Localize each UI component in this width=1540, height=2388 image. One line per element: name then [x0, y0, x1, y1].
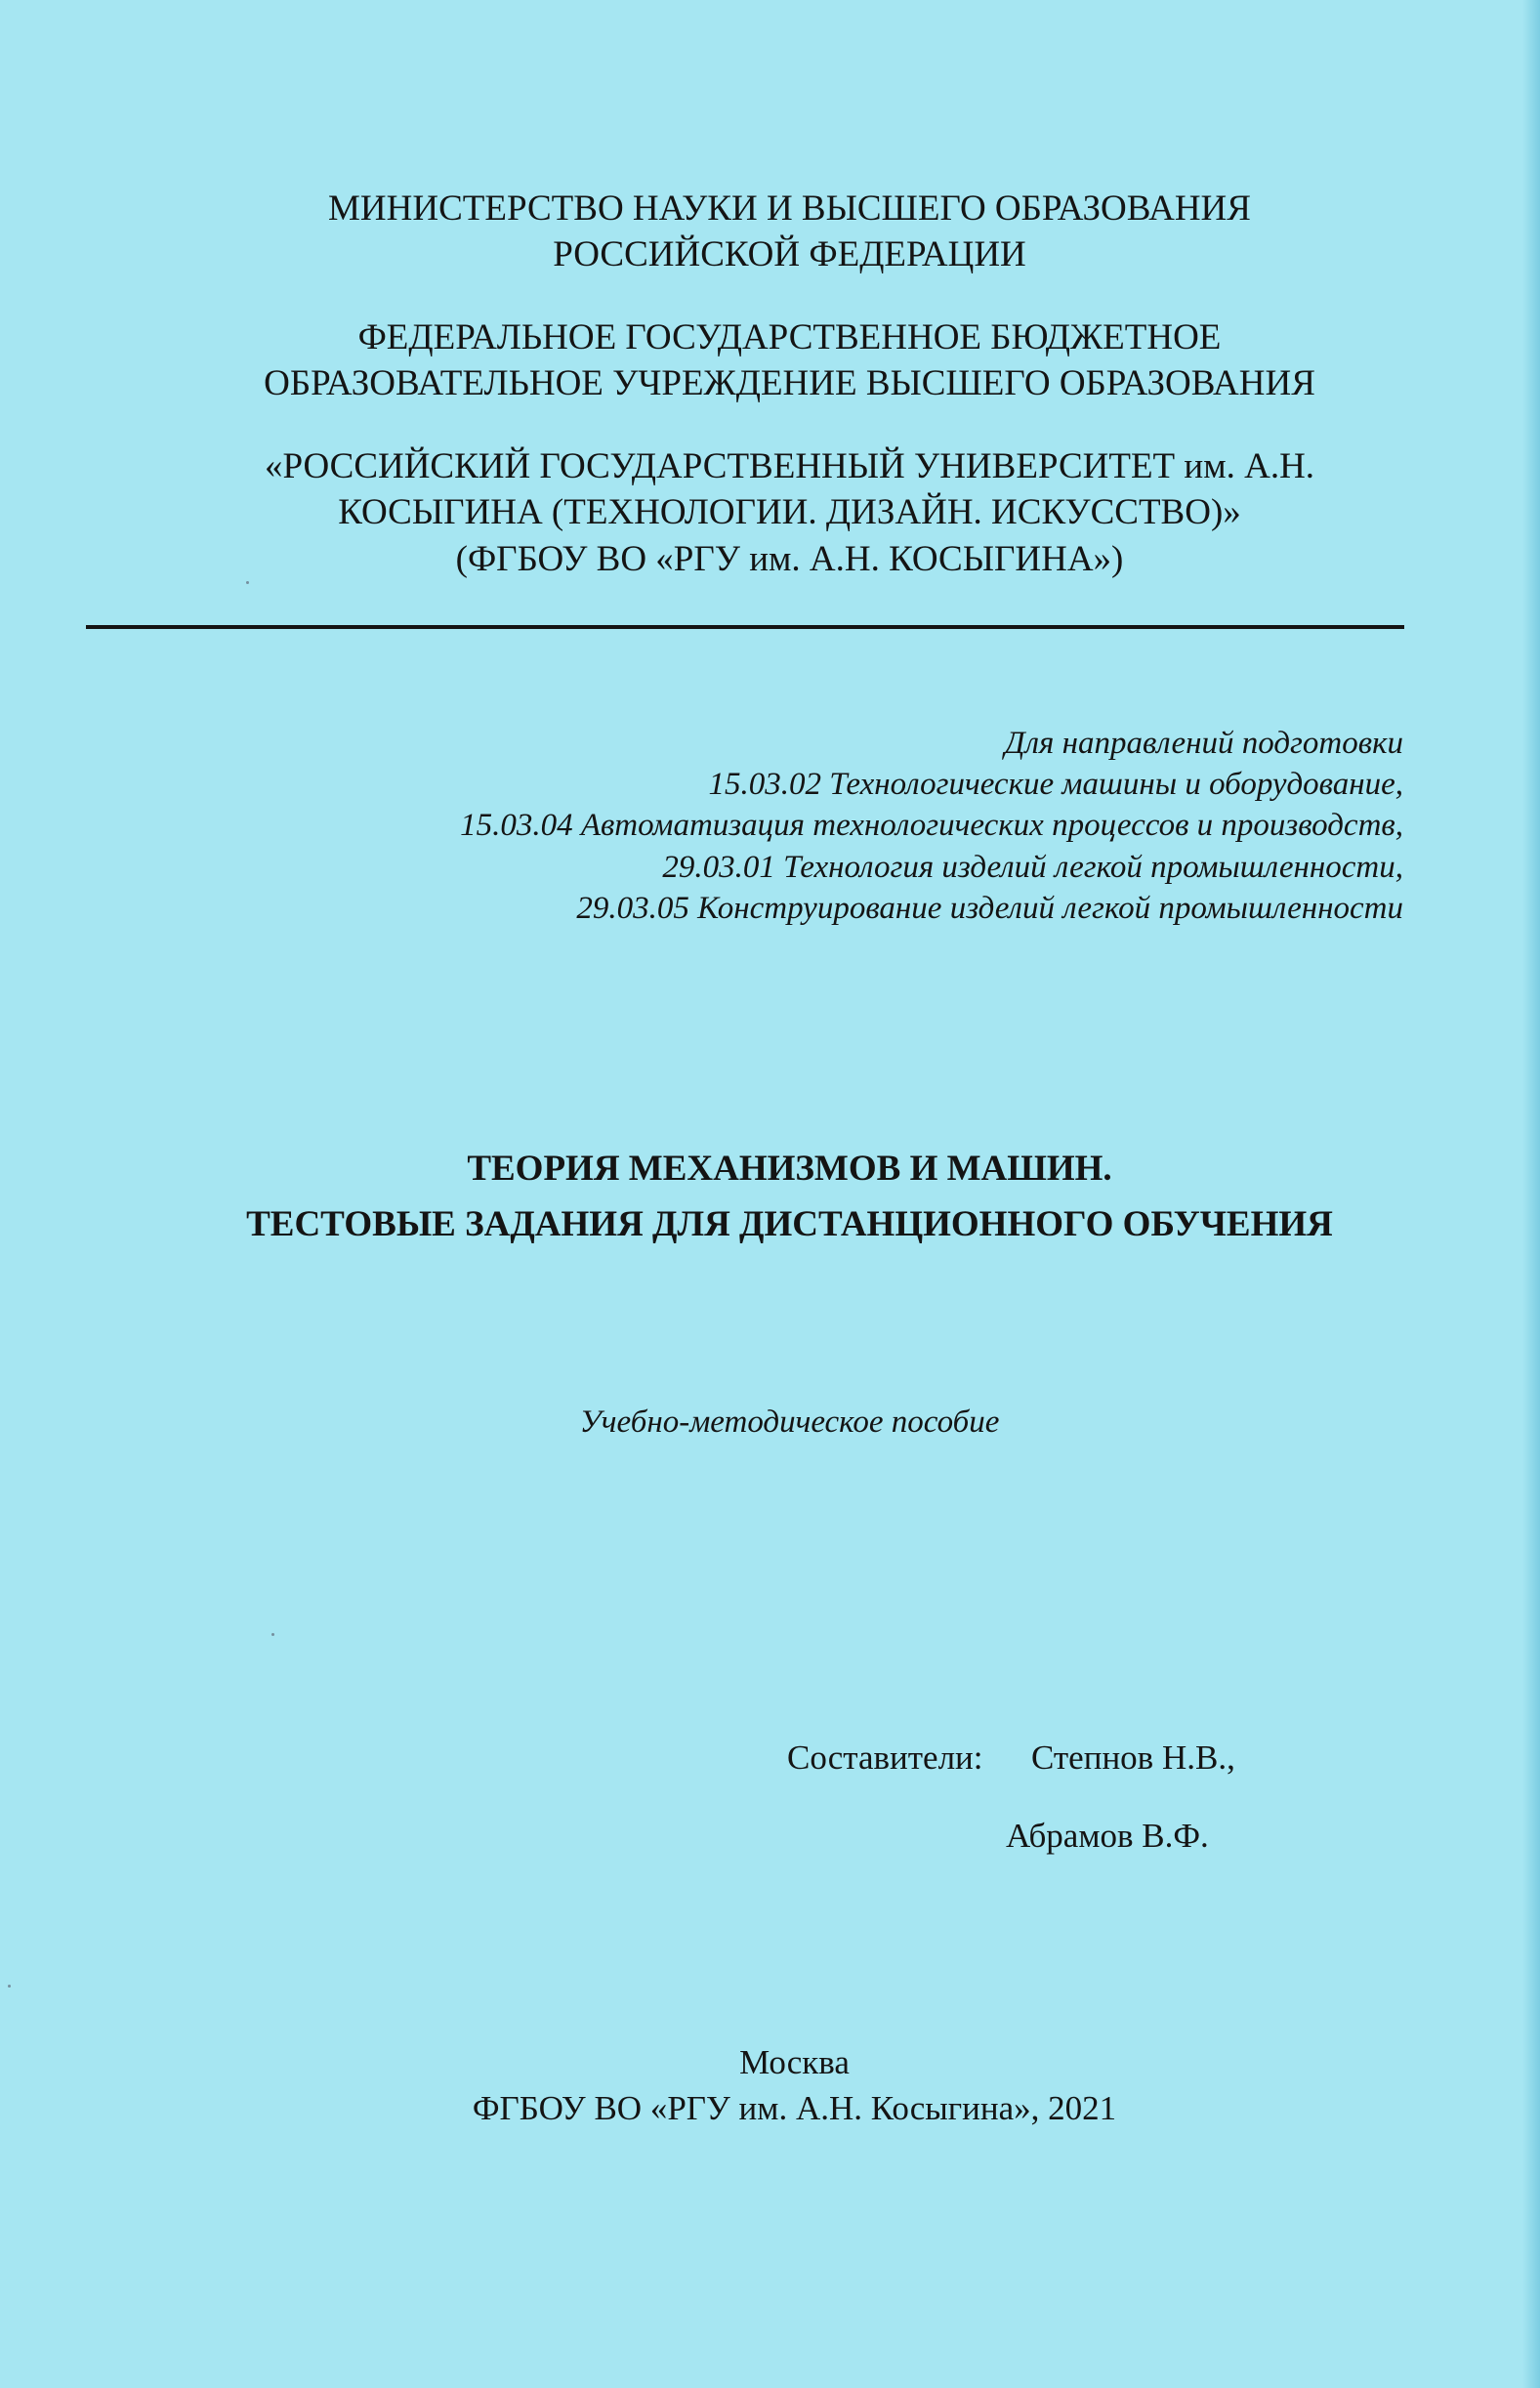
- imprint-publisher: ФГБОУ ВО «РГУ им. А.Н. Косыгина», 2021: [472, 2089, 1117, 2128]
- program-item: 15.03.02 Технологические машины и оборудование,: [708, 767, 1403, 803]
- ministry-heading: [0, 186, 1540, 278]
- paper-speck: [246, 581, 249, 584]
- title-line-1: ТЕОРИЯ МЕХАНИЗМОВ И МАШИН.: [467, 1149, 1112, 1189]
- institution-line: ФЕДЕРАЛЬНОЕ ГОСУДАРСТВЕННОЕ БЮДЖЕТНОЕ: [357, 317, 1222, 357]
- paper-speck: [8, 1985, 11, 1988]
- university-line: КОСЫГИНА (ТЕХНОЛОГИИ. ДИЗАЙН. ИСКУССТВО)»: [338, 492, 1241, 533]
- imprint-city: Москва: [739, 2043, 850, 2081]
- compilers-row: [787, 1813, 1235, 1891]
- document-title: [0, 1141, 1540, 1253]
- compiler-name: Абрамов В.Ф.: [1006, 1817, 1209, 1855]
- programs-intro: Для направлений подготовки: [1004, 726, 1403, 761]
- programs-list: [460, 723, 1403, 929]
- institution-line: ОБРАЗОВАТЕЛЬНОЕ УЧРЕЖДЕНИЕ ВЫСШЕГО ОБРАЗОВАНИЯ: [264, 363, 1315, 404]
- compiler-name: Степнов Н.В.,: [1031, 1739, 1235, 1777]
- program-item: 15.03.04 Автоматизация технологических процессов и производств,: [460, 808, 1403, 844]
- university-line: (ФГБОУ ВО «РГУ им. А.Н. КОСЫГИНА»): [455, 538, 1124, 579]
- university-heading: [0, 443, 1540, 582]
- document-type: Учебно-методическое пособие: [579, 1404, 1000, 1440]
- ministry-line: РОССИЙСКОЙ ФЕДЕРАЦИИ: [553, 234, 1026, 275]
- institution-heading: [0, 314, 1540, 407]
- paper-speck: [271, 1633, 274, 1636]
- header-divider: [86, 625, 1404, 629]
- program-item: 29.03.01 Технология изделий легкой промышленности,: [662, 849, 1403, 885]
- imprint: [0, 2039, 1540, 2132]
- compilers-label: Составители:: [787, 1739, 983, 1777]
- compilers-block: [787, 1735, 1235, 1891]
- title-line-2: ТЕСТОВЫЕ ЗАДАНИЯ ДЛЯ ДИСТАНЦИОННОГО ОБУЧЕНИЯ: [246, 1204, 1333, 1245]
- compilers-row: [787, 1735, 1235, 1813]
- ministry-line: МИНИСТЕРСТВО НАУКИ И ВЫСШЕГО ОБРАЗОВАНИЯ: [328, 189, 1251, 229]
- program-item: 29.03.05 Конструирование изделий легкой промышленности: [576, 890, 1403, 926]
- university-line: «РОССИЙСКИЙ ГОСУДАРСТВЕННЫЙ УНИВЕРСИТЕТ им. А.Н.: [264, 446, 1315, 486]
